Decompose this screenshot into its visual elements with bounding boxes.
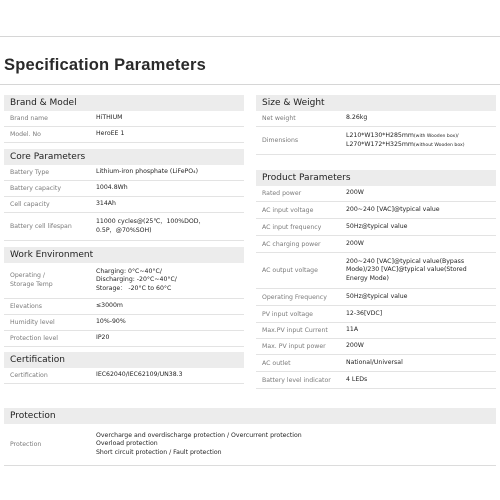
spec-value-line: Charging: 0°C~40°C/ xyxy=(96,267,162,275)
size-weight-section xyxy=(256,95,496,155)
spec-label: Protection xyxy=(10,441,42,448)
spec-value-line: Discharging: -20°C~40°C/ xyxy=(96,276,177,284)
spec-value: 314Ah xyxy=(96,200,116,208)
spec-label: Battery capacity xyxy=(10,185,61,192)
spec-value: 50Hz@typical value xyxy=(346,292,408,300)
top-divider xyxy=(0,36,500,37)
spec-label: AC outlet xyxy=(262,359,291,367)
work-environment-section xyxy=(4,247,244,347)
spec-label: Protection level xyxy=(10,335,58,342)
spec-row xyxy=(256,372,496,389)
certification-section xyxy=(4,352,244,384)
spec-label: AC output voltage xyxy=(262,267,318,274)
section-heading: Product Parameters xyxy=(256,170,496,186)
spec-label-line: Operating / xyxy=(10,272,45,280)
spec-value: 200W xyxy=(346,342,364,350)
spec-value-line: Mode)/230 [VAC]@typical value(Stored xyxy=(346,266,467,274)
spec-label: Max.PV input Current xyxy=(262,327,328,334)
spec-value-line: Overcharge and overdischarge protection / Overcurrent protection xyxy=(96,431,302,439)
spec-value: Lithium-iron phosphate (LiFePO₄) xyxy=(96,168,199,176)
spec-value xyxy=(346,258,467,283)
spec-value: National/Universal xyxy=(346,358,403,366)
spec-value-line: Overload protection xyxy=(96,440,158,448)
spec-label: Humidity level xyxy=(10,319,55,326)
section-heading: Certification xyxy=(4,352,244,368)
spec-label: AC input frequency xyxy=(262,223,322,231)
spec-row xyxy=(256,202,496,219)
spec-label: Cell capacity xyxy=(10,201,50,208)
spec-row xyxy=(4,197,244,213)
section-heading: Work Environment xyxy=(4,247,244,263)
spec-label: Net weight xyxy=(262,115,296,122)
spec-row xyxy=(256,111,496,127)
spec-value: 200W xyxy=(346,189,364,197)
spec-value: 8.26kg xyxy=(346,114,368,122)
spec-row xyxy=(256,127,496,155)
spec-row xyxy=(4,181,244,197)
spec-value-line xyxy=(346,141,465,149)
title-divider xyxy=(0,84,500,85)
section-heading: Brand & Model xyxy=(4,95,244,111)
spec-row xyxy=(256,339,496,355)
spec-label: AC charging power xyxy=(262,240,321,248)
spec-label: Brand name xyxy=(10,115,48,122)
section-heading: Size & Weight xyxy=(256,95,496,111)
spec-row xyxy=(4,331,244,347)
spec-row xyxy=(256,289,496,306)
spec-row xyxy=(256,236,496,253)
spec-row xyxy=(4,424,496,466)
spec-row xyxy=(256,186,496,202)
section-heading: Core Parameters xyxy=(4,149,244,165)
page-title: Specification Parameters xyxy=(4,56,206,74)
protection-section xyxy=(4,408,496,466)
spec-value xyxy=(96,218,205,235)
spec-value xyxy=(346,132,465,149)
spec-row xyxy=(4,111,244,127)
core-parameters-section xyxy=(4,149,244,241)
spec-label: Rated power xyxy=(262,190,302,197)
brand-model-section xyxy=(4,95,244,143)
spec-label: Certification xyxy=(10,372,48,379)
spec-label: Dimensions xyxy=(262,137,299,144)
spec-row xyxy=(4,165,244,181)
spec-label: Max. PV input power xyxy=(262,343,326,350)
spec-value: IP20 xyxy=(96,334,110,342)
spec-value xyxy=(96,432,302,457)
spec-value: ≤3000m xyxy=(96,302,123,310)
spec-row xyxy=(256,355,496,372)
spec-value-line xyxy=(346,132,465,140)
spec-row xyxy=(4,213,244,241)
spec-row xyxy=(256,219,496,236)
spec-label: Model. No xyxy=(10,131,41,138)
dimension-note: (without Wooden box) xyxy=(413,142,465,148)
dimension-note: (with Wooden box)/ xyxy=(413,134,459,140)
spec-value-line: 11000 cycles@(25℃，100%DOD， xyxy=(96,218,205,226)
spec-label: Battery Type xyxy=(10,169,50,176)
spec-label: PV input voltage xyxy=(262,310,313,318)
spec-value xyxy=(96,268,177,293)
spec-row xyxy=(256,323,496,339)
spec-value-line: Short circuit protection / Fault protection xyxy=(96,448,222,456)
spec-label: AC input voltage xyxy=(262,206,314,214)
spec-label: Battery level indicator xyxy=(262,376,331,384)
spec-label xyxy=(4,272,96,289)
spec-row xyxy=(4,315,244,331)
spec-value-line: Energy Mode) xyxy=(346,274,389,282)
spec-value-line: Storage： -20°C to 60°C xyxy=(96,284,172,292)
spec-row xyxy=(4,368,244,384)
spec-label: Battery cell lifespan xyxy=(10,223,72,230)
spec-value: HeroEE 1 xyxy=(96,130,125,138)
spec-row xyxy=(4,127,244,143)
spec-label: Elevations xyxy=(10,303,42,310)
spec-value: 4 LEDs xyxy=(346,375,368,383)
spec-row xyxy=(4,263,244,299)
spec-value: 12-36[VDC] xyxy=(346,309,383,317)
spec-value: 1004.8Wh xyxy=(96,184,128,192)
spec-value: 200~240 [VAC]@typical value xyxy=(346,205,440,213)
left-column xyxy=(4,95,244,384)
spec-value: 200W xyxy=(346,239,364,247)
spec-value: 50Hz@typical value xyxy=(346,222,408,230)
spec-row xyxy=(4,299,244,315)
spec-row xyxy=(256,253,496,289)
spec-value: HiTHIUM xyxy=(96,114,123,122)
dimension-value: L270*W172*H325mm xyxy=(346,140,414,148)
spec-label: Operating Frequency xyxy=(262,293,327,301)
spec-value: 11A xyxy=(346,326,359,334)
dimension-value: L210*W130*H285mm xyxy=(346,132,414,140)
product-parameters-section xyxy=(256,170,496,389)
spec-label-line: Storage Temp xyxy=(10,280,53,288)
section-heading: Protection xyxy=(4,408,496,424)
spec-value-line: 0.5P，@70%SOH) xyxy=(96,226,152,234)
spec-value-line: 200~240 [VAC]@typical value(Bypass xyxy=(346,257,465,265)
right-column xyxy=(256,95,496,389)
spec-value: 10%-90% xyxy=(96,318,126,326)
spec-value: IEC62040/IEC62109/UN38.3 xyxy=(96,371,183,379)
spec-row xyxy=(256,306,496,323)
